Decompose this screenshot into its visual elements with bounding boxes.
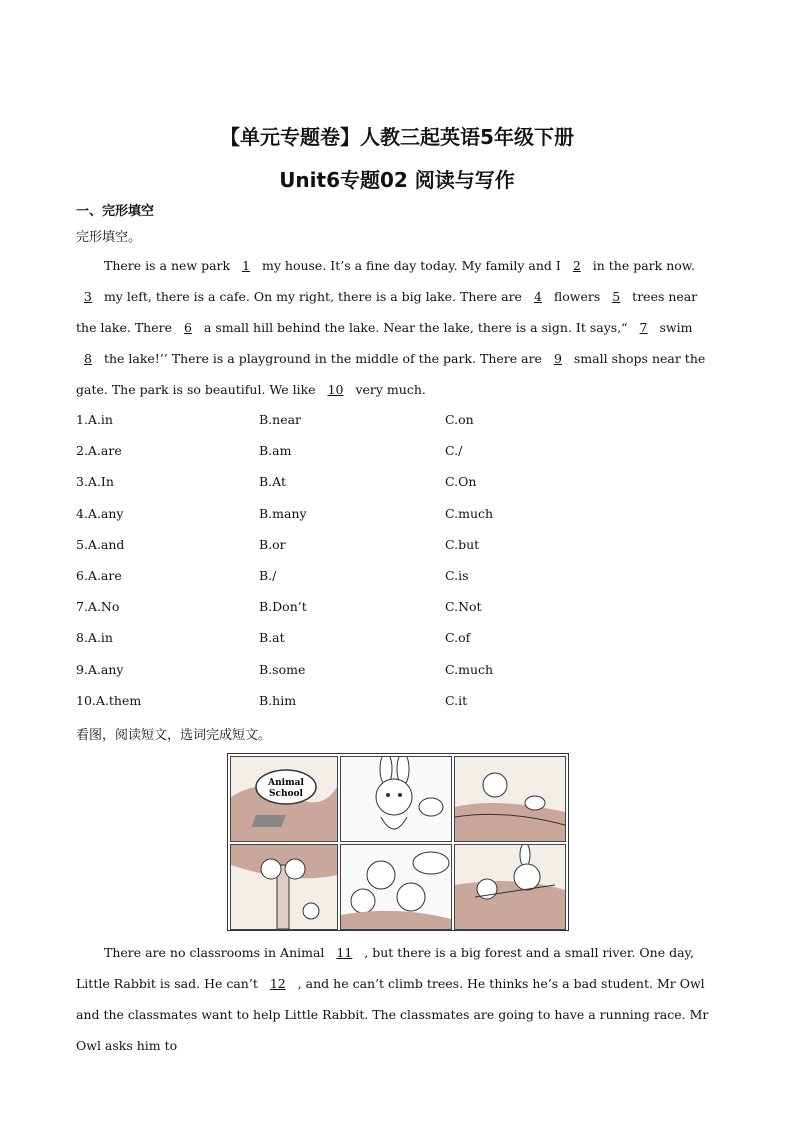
comic-panel-tree <box>230 844 338 930</box>
comic-panel-river <box>454 756 566 842</box>
passage-text: very much. <box>355 382 426 397</box>
options-list <box>76 406 696 718</box>
passage-text: , but there is a big forest and a small river. One day, Little Rabbit is sad. He can’t <box>76 945 694 991</box>
blank-2: 2 <box>572 258 581 273</box>
passage-text: small shops near the gate. The park is so beautiful. We like <box>76 351 706 397</box>
blank-12: 12 <box>269 976 286 991</box>
owl-talk-illustration <box>341 845 451 929</box>
option-a: 6.A.are <box>76 567 122 583</box>
option-a: 10.A.them <box>76 692 142 708</box>
option-row <box>76 656 696 687</box>
passage-text: in the park now. <box>592 258 695 273</box>
comic-panel-school-sign <box>230 756 338 842</box>
option-b: B./ <box>259 567 277 583</box>
blank-4: 4 <box>533 289 542 304</box>
sad-rabbit-illustration <box>341 757 451 841</box>
option-c: C.much <box>445 661 494 677</box>
race-illustration <box>455 845 565 929</box>
blank-9: 9 <box>553 351 562 366</box>
sign-word-2: School <box>269 789 303 799</box>
option-a: 5.A.and <box>76 536 125 552</box>
option-row <box>76 468 696 499</box>
option-row <box>76 531 696 562</box>
section-instruction: 完形填空。 <box>76 230 142 245</box>
passage-text: the lake!’’ There is a playground in the middle of the park. There are <box>103 351 542 366</box>
comic-instruction: 看图，阅读短文，选词完成短文。 <box>76 728 272 743</box>
option-c: C.but <box>445 536 480 552</box>
option-b: B.him <box>259 692 297 708</box>
option-c: C./ <box>445 443 463 459</box>
option-a: 2.A.are <box>76 443 122 459</box>
passage-text: There is a new park <box>104 258 231 273</box>
option-b: B.many <box>259 505 307 521</box>
document-subtitle: Unit6专题02 阅读与写作 <box>279 168 515 192</box>
option-c: C.of <box>445 630 471 646</box>
option-c: C.on <box>445 412 474 427</box>
option-row <box>76 500 696 531</box>
option-b: B.near <box>259 412 302 427</box>
comic-panel-race <box>454 844 566 930</box>
option-b: B.Don’t <box>259 599 307 615</box>
passage-text: my left, there is a cafe. On my right, there is a big lake. There are <box>103 289 522 304</box>
option-a: 1.A.in <box>76 412 113 427</box>
option-b: B.or <box>259 536 286 552</box>
option-row <box>76 593 696 624</box>
option-a: 8.A.in <box>76 630 113 646</box>
option-c: C.Not <box>445 599 482 615</box>
river-illustration <box>455 757 565 841</box>
option-c: C.is <box>445 567 469 583</box>
option-c: C.much <box>445 505 494 521</box>
option-row <box>76 406 696 437</box>
blank-5: 5 <box>612 289 621 304</box>
blank-6: 6 <box>183 320 192 335</box>
option-a: 7.A.No <box>76 599 120 615</box>
passage-text: , and he can’t climb trees. He thinks he’s a bad student. Mr Owl and the classmates want to help Little Rabbit. The classmates are going to have a running race. Mr Owl asks him to <box>76 976 709 1053</box>
passage-text: swim <box>659 320 693 335</box>
cloze-passage <box>76 250 710 405</box>
blank-10: 10 <box>327 382 344 397</box>
passage-text: my house. It’s a fine day today. My family and I <box>262 258 561 273</box>
tree-illustration <box>231 845 337 929</box>
option-row <box>76 562 696 593</box>
blank-8: 8 <box>84 351 92 366</box>
option-a: 3.A.In <box>76 474 114 490</box>
option-b: B.some <box>259 661 306 677</box>
option-row <box>76 624 696 655</box>
blank-7: 7 <box>639 320 648 335</box>
option-row <box>76 437 696 468</box>
option-row <box>76 687 696 718</box>
blank-1: 1 <box>242 258 251 273</box>
comic-panel-owl-talk <box>340 844 452 930</box>
comic-passage <box>76 937 710 1061</box>
document-title: 【单元专题卷】人教三起英语5年级下册 <box>220 125 574 149</box>
option-b: B.at <box>259 630 285 646</box>
passage-text: trees near the lake. There <box>76 289 698 335</box>
passage-text: flowers <box>553 289 601 304</box>
sign-word-1: Animal <box>268 778 304 788</box>
comic-panel-sad-rabbit <box>340 756 452 842</box>
option-c: C.it <box>445 692 468 708</box>
blank-3: 3 <box>84 289 92 304</box>
comic-strip-image <box>227 753 569 931</box>
option-b: B.At <box>259 474 286 490</box>
option-c: C.On <box>445 474 477 490</box>
blank-11: 11 <box>336 945 353 960</box>
option-a: 9.A.any <box>76 661 124 677</box>
school-sign-illustration <box>231 757 337 841</box>
option-a: 4.A.any <box>76 505 124 521</box>
option-b: B.am <box>259 443 292 459</box>
section-heading: 一、完形填空 <box>76 204 155 219</box>
passage-text: There are no classrooms in Animal <box>104 945 325 960</box>
passage-text: a small hill behind the lake. Near the lake, there is a sign. It says,“ <box>203 320 628 335</box>
